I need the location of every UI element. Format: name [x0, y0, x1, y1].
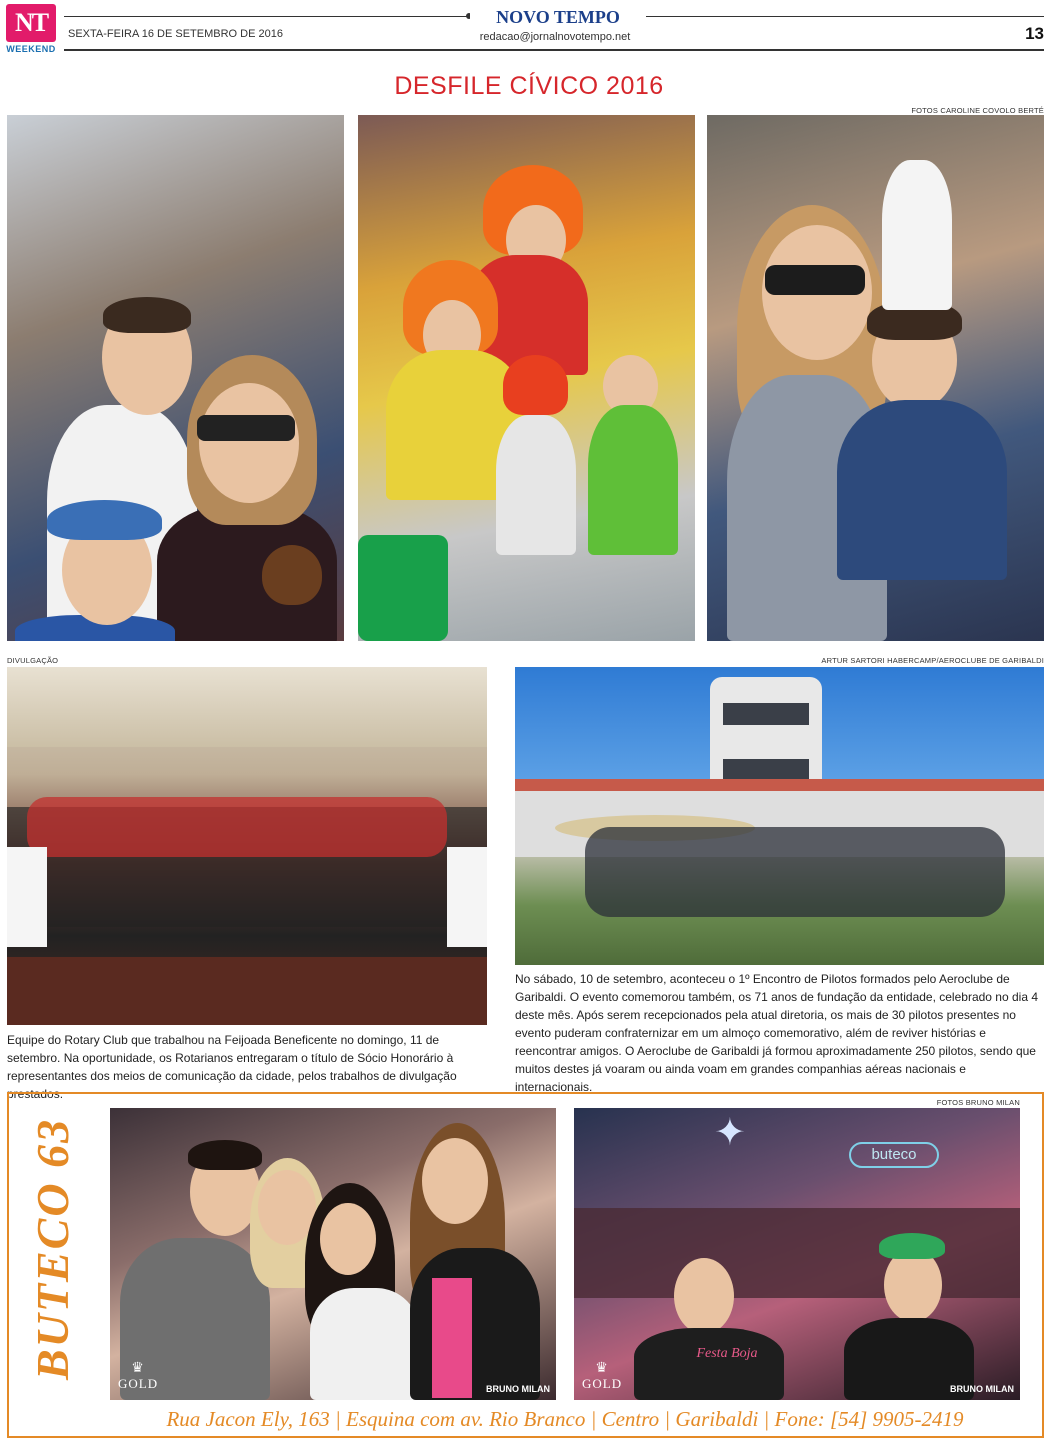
logo-subtitle: WEEKEND — [6, 44, 56, 54]
caption-aeroclube: No sábado, 10 de setembro, aconteceu o 1º Encontro de Pilotos formados pelo Aeroclube de Garibaldi. O evento comemorou também, os 71 anos de fundação da entidade, celebrado no dia 4 deste mês. Após serem recepcionados pela atual diretoria, os mais de 30 pilotos presentes no evento puderam confraternizar em um almoço comemorativo, além de reviver histórias e reencontrar amigos. O Aeroclube de Garibaldi já formou aproximadamente 250 pilotos, sendo que muitos destes já voaram ou ainda voam em grandes companhias aéreas nacionais e internacionais. — [515, 972, 1039, 1094]
buteco-address: Rua Jacon Ely, 163 | Esquina com av. Rio Branco | Centro | Garibaldi | Fone: [54] 9905-2419 — [166, 1407, 964, 1431]
crowd — [574, 1208, 1020, 1298]
gold-logo — [582, 1362, 622, 1392]
tower-window-top — [723, 703, 809, 725]
sunglasses — [197, 415, 295, 441]
gold-brand-text: GOLD — [582, 1376, 623, 1391]
green-cap — [879, 1233, 945, 1259]
man-hair — [103, 297, 191, 333]
tablecloth-right — [447, 847, 487, 947]
gold-logo — [118, 1362, 158, 1392]
man-left-head — [674, 1258, 734, 1334]
photo-family-mate — [7, 115, 344, 641]
photographer-watermark: BRUNO MILAN — [950, 1384, 1014, 1394]
pilots-group — [585, 827, 1005, 917]
child-clown-costume — [496, 415, 576, 555]
man-left-shirt — [634, 1328, 784, 1400]
boy-green-costume — [588, 405, 678, 555]
photo-credit-buteco: FOTOS BRUNO MILAN — [936, 1098, 1020, 1107]
photo-credit-parade: FOTOS CAROLINE COVOLO BERTÉ — [911, 106, 1044, 115]
woman-head — [199, 383, 299, 503]
buteco-ad-title: BUTECO 63 — [27, 1117, 78, 1380]
pink-top — [432, 1278, 472, 1398]
floor — [7, 957, 487, 1025]
mate-gourd — [262, 545, 322, 605]
boy-cap — [47, 500, 162, 540]
leather-jacket — [410, 1248, 540, 1400]
woman-face — [320, 1203, 376, 1275]
sunglasses — [765, 265, 865, 295]
photographer-watermark: BRUNO MILAN — [486, 1384, 550, 1394]
brunette-face — [422, 1138, 488, 1224]
header-rule-bottom — [64, 49, 1044, 51]
photo-clowns — [358, 115, 695, 641]
green-boot — [358, 535, 448, 641]
contact-email[interactable]: redacao@jornalnovotempo.net — [479, 31, 631, 43]
newspaper-logo — [6, 4, 56, 54]
masthead: NOVO TEMPO — [470, 6, 646, 28]
logo-mark: NT — [6, 4, 56, 42]
ceiling — [7, 667, 487, 747]
girl-background — [882, 160, 952, 310]
baby-denim-shirt — [837, 400, 1007, 580]
shirt-print: Festa Boja — [696, 1346, 758, 1361]
child-clown-wig — [503, 355, 568, 415]
woman-shirt — [310, 1288, 420, 1400]
photo-credit-rotary: DIVULGAÇÃO — [7, 656, 59, 665]
man-right-head — [884, 1248, 942, 1322]
photo-buteco-group — [110, 1108, 556, 1400]
crown-icon: ♛ — [595, 1361, 609, 1376]
star-lamp-icon: ✦ — [714, 1112, 746, 1154]
photo-buteco-party — [574, 1108, 1020, 1400]
gold-brand-text: GOLD — [118, 1376, 159, 1391]
tablecloth-left — [7, 847, 47, 947]
photo-rotary-club — [7, 667, 487, 1025]
crown-icon: ♛ — [131, 1361, 145, 1376]
caption-rotary: Equipe do Rotary Club que trabalhou na Feijoada Beneficente no domingo, 11 de setembro. Na oportunidade, os Rotarianos entregaram o título de Sócio Honorário à representantes dos meios de comunicação da cidade, pelos trabalhos de divulgação prestados. — [7, 1033, 457, 1101]
photo-aeroclube — [515, 667, 1044, 965]
buteco-sign: buteco — [849, 1142, 939, 1168]
issue-date: SEXTA-FEIRA 16 DE SETEMBRO DE 2016 — [68, 28, 283, 40]
group-red-shirts — [27, 797, 447, 857]
page-number: 13 — [1025, 24, 1044, 43]
photo-credit-aeroclube: ARTUR SARTORI HABERCAMP/AEROCLUBE DE GARIBALDI — [821, 656, 1044, 665]
hangar-roof — [515, 779, 1044, 791]
section-title: DESFILE CÍVICO 2016 — [394, 72, 664, 100]
photo-mother-baby — [707, 115, 1044, 641]
man-hair — [188, 1140, 262, 1170]
